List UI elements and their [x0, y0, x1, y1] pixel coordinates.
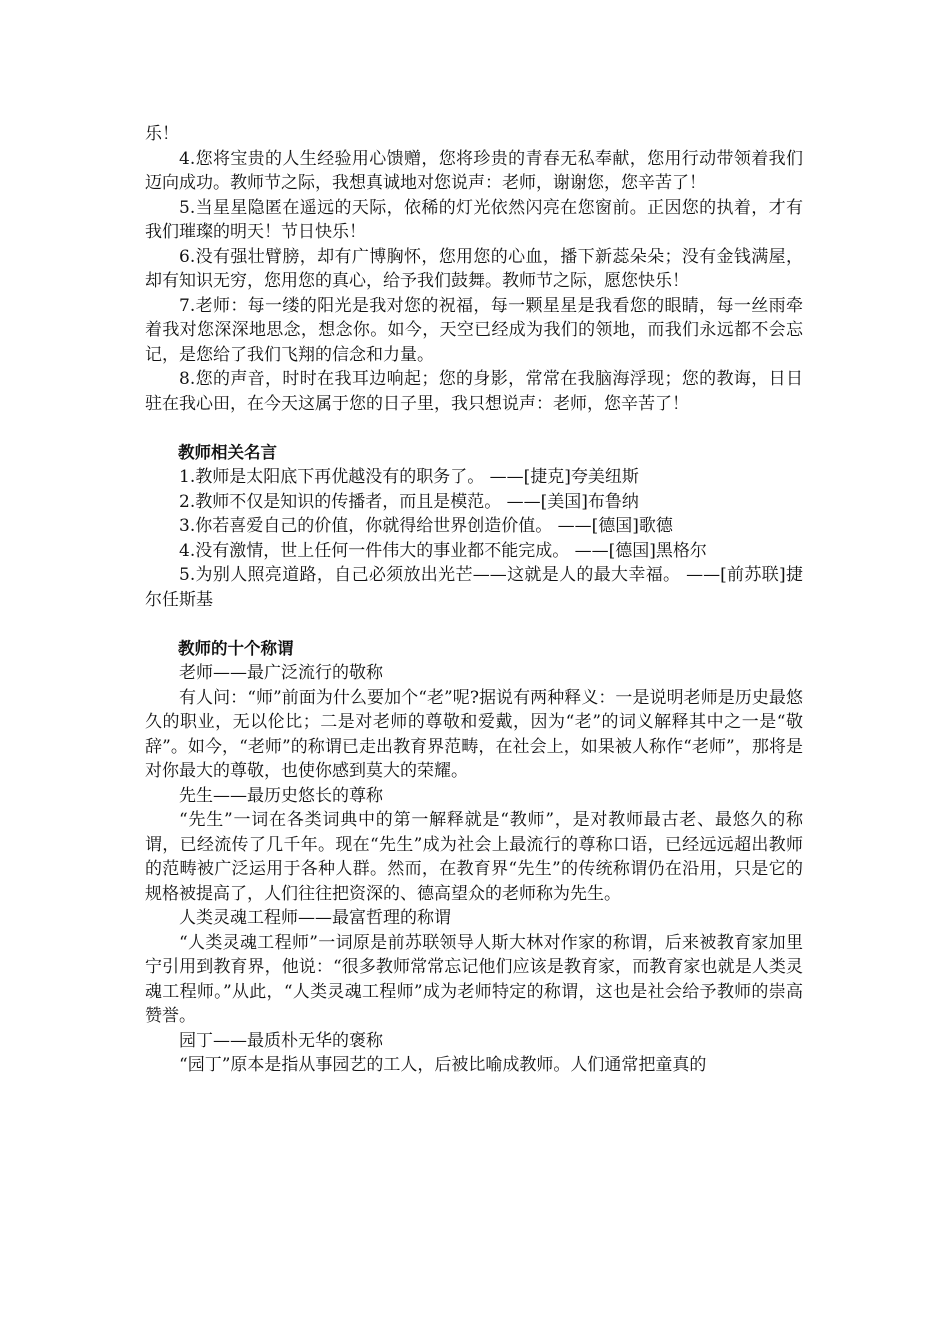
quote-item: 3.你若喜爱自己的价值，你就得给世界创造价值。 ——[德国]歌德	[179, 516, 673, 536]
quotes-heading: 教师相关名言	[178, 442, 277, 462]
quote-item: 4.没有激情，世上任何一件伟大的事业都不能完成。 ——[德国]黑格尔	[179, 540, 707, 561]
title-subheading: 园丁——最质朴无华的褒称	[179, 1030, 383, 1051]
wish-item: 7.老师：每一缕的阳光是我对您的祝福，每一颗星星是我看您的眼睛，每一丝雨牵着我对您深深地思念，想念你。如今，天空已经成为我们的领地，而我们永远都不会忘记，是您给了我们飞翔的信念和力量。	[145, 295, 803, 365]
wish-continuation: 乐！	[145, 124, 179, 144]
wish-item: 6.没有强壮臂膀，却有广博胸怀，您用您的心血，播下新蕊朵朵；没有金钱满屋，却有知识无穷，您用您的真心，给予我们鼓舞。教师节之际，愿您快乐！	[145, 246, 803, 291]
section-spacer	[145, 612, 803, 637]
title-subheading: 先生——最历史悠长的尊称	[179, 785, 383, 806]
title-paragraph: 有人问：“师”前面为什么要加个“老”呢?据说有两种释义：一是说明老师是历史最悠久的职业，无以伦比；二是对老师的尊敬和爱戴，因为“老”的词义解释其中之一是“敬辞”。如今，“老师”的称谓已走出教育界范畴，在社会上，如果被人称作“老师”，那将是对你最大的尊敬，也使你感到莫大的荣耀。	[145, 687, 803, 781]
document-page	[145, 122, 803, 1078]
wish-item: 8.您的声音，时时在我耳边响起；您的身影，常常在我脑海浮现；您的教诲，日日驻在我心田，在今天这属于您的日子里，我只想说声：老师，您辛苦了！	[145, 369, 803, 414]
title-subheading: 人类灵魂工程师——最富哲理的称谓	[179, 908, 451, 928]
quote-item: 1.教师是太阳底下再优越没有的职务了。 ——[捷克]夸美纽斯	[179, 467, 639, 487]
title-paragraph: “人类灵魂工程师”一词原是前苏联领导人斯大林对作家的称谓，后来被教育家加里宁引用到教育界，他说：“很多教师常常忘记他们应该是教育家，而教育家也就是人类灵魂工程师。”从此，“人类灵魂工程师”成为老师特定的称谓，这也是社会给予教师的崇高赞誉。	[145, 932, 803, 1026]
wish-item: 5.当星星隐匿在遥远的天际，依稀的灯光依然闪亮在您窗前。正因您的执着，才有我们璀璨的明天！节日快乐！	[145, 197, 803, 242]
section-spacer	[145, 416, 803, 441]
quote-item: 5.为别人照亮道路，自己必须放出光芒——这就是人的最大幸福。 ——[前苏联]捷尔任斯基	[145, 565, 803, 610]
title-paragraph: “园丁”原本是指从事园艺的工人，后被比喻成教师。人们通常把童真的	[179, 1055, 707, 1075]
titles-heading: 教师的十个称谓	[178, 638, 294, 658]
wish-item: 4.您将宝贵的人生经验用心馈赠，您将珍贵的青春无私奉献，您用行动带领着我们迈向成功。教师节之际，我想真诚地对您说声：老师，谢谢您，您辛苦了！	[145, 148, 803, 193]
quote-item: 2.教师不仅是知识的传播者，而且是模范。 ——[美国]布鲁纳	[179, 491, 639, 512]
title-subheading: 老师——最广泛流行的敬称	[179, 663, 383, 683]
title-paragraph: “先生”一词在各类词典中的第一解释就是“教师”，是对教师最古老、最悠久的称谓，已经流传了几千年。现在“先生”成为社会上最流行的尊称口语，已经远远超出教师的范畴被广泛运用于各种人群。然而，在教育界“先生”的传统称谓仍在沿用，只是它的规格被提高了，人们往往把资深的、德高望众的老师称为先生。	[145, 810, 803, 904]
